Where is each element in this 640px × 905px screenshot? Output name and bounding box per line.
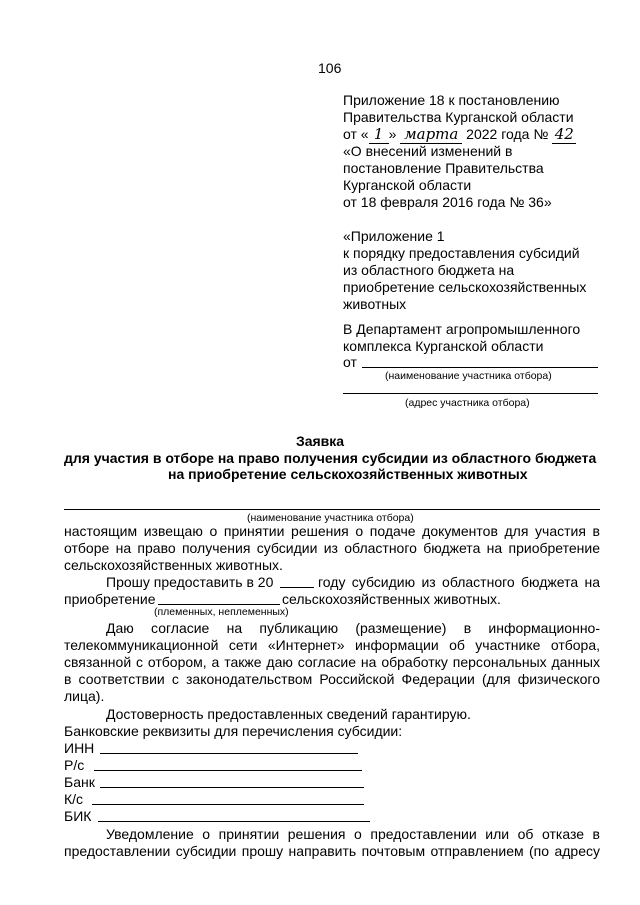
bank-label: Банк [64,774,95,790]
prilozhenie-line-2: к порядку предоставления субсидий [343,245,580,261]
appendix-year: 2022 года № [466,126,549,142]
p5-line: Банковские реквизиты для перечисления субсидии: [64,723,403,739]
title-line-3: на приобретение сельскохозяйственных животных [168,466,528,482]
ks-field[interactable] [92,804,364,805]
bik-label: БИК [64,808,92,824]
year-blank[interactable] [280,587,314,588]
appendix-line-6: Курганской области [343,177,472,193]
appendix-line-1: Приложение 18 к постановлению [343,92,560,108]
participant-address-line[interactable] [343,393,598,394]
participant-caption: (наименование участника отбора) [247,512,414,524]
p3-line-2: телекоммуникационной сети «Интернет» информации об участнике отбора, [64,637,600,653]
p6-line-2: предоставлении субсидии прошу направить почтовым отправлением (по адресу [64,843,600,859]
p4-line: Достоверность предоставленных сведений гарантирую. [106,706,471,722]
p6-line-1: Уведомление о принятии решения о предоставлении или об отказе в [106,826,600,842]
prilozhenie-line-1: «Приложение 1 [343,228,445,244]
title-line-1: Заявка [295,433,345,449]
title-line-2: для участия в отборе на право получения субсидии из областного бюджета [64,450,597,466]
ks-label: К/с [64,791,84,807]
rs-field[interactable] [94,770,362,771]
handwritten-day: 1 [369,126,389,144]
p2-line-1a: Прошу предоставить в 20 [106,574,274,590]
bank-field[interactable] [100,787,364,788]
title-word [0,433,640,450]
p3-line-4: в соответствии с законодательством Российской Федерации (для физического [64,671,600,687]
rs-label: Р/с [64,757,85,773]
p3-line-1: Даю согласие на публикацию (размещение) в информационно- [106,620,600,636]
p1-line-1: настоящим извещаю о принятии решения о подаче документов для участия в [64,523,600,539]
p3-line-5: лица). [64,688,105,704]
page-number: 106 [318,60,342,76]
participant-address-caption: (адрес участника отбора) [405,397,530,409]
p2-line-1b: году субсидию из областного бюджета на [318,574,600,590]
prilozhenie-line-4: приобретение сельскохозяйственных [343,279,587,295]
prilozhenie-line-3: из областного бюджета на [343,262,515,278]
appendix-line-3 [343,126,576,144]
inn-field[interactable] [100,753,358,754]
handwritten-number: 42 [552,126,576,144]
p2-line-2b: сельскохозяйственных животных. [282,591,501,607]
addressee-line-1: В Департамент агропромышленного [343,321,581,337]
addressee-from-label: от [343,354,357,370]
handwritten-month: марта [400,126,462,144]
appendix-date-prefix: от « [343,126,369,142]
bik-field[interactable] [98,821,370,822]
appendix-line-5: постановление Правительства [343,160,544,176]
appendix-line-2: Правительства Курганской области [343,109,574,125]
appendix-line-7: от 18 февраля 2016 года № 36» [343,194,552,210]
participant-name-caption: (наименование участника отбора) [385,370,552,382]
inn-label: ИНН [64,740,95,756]
prilozhenie-line-5: животных [343,296,407,312]
participant-line[interactable] [64,509,600,510]
p1-line-2: отборе на право получения субсидии из областного бюджета на приобретение [64,540,600,556]
appendix-line-4: «О внесений изменений в [343,143,513,159]
p1-line-3: сельскохозяйственных животных. [64,557,283,573]
participant-name-line[interactable] [362,367,598,368]
addressee-line-2: комплекса Курганской области [343,338,544,354]
p2-line-2a: приобретение [64,591,156,607]
appendix-date-quote: » [388,126,397,142]
animal-type-blank[interactable] [158,604,280,605]
p3-line-3: связанной с отбором, а также даю согласие на обработку персональных данных [64,654,600,670]
breed-caption: (племенных, неплеменных) [154,606,289,618]
